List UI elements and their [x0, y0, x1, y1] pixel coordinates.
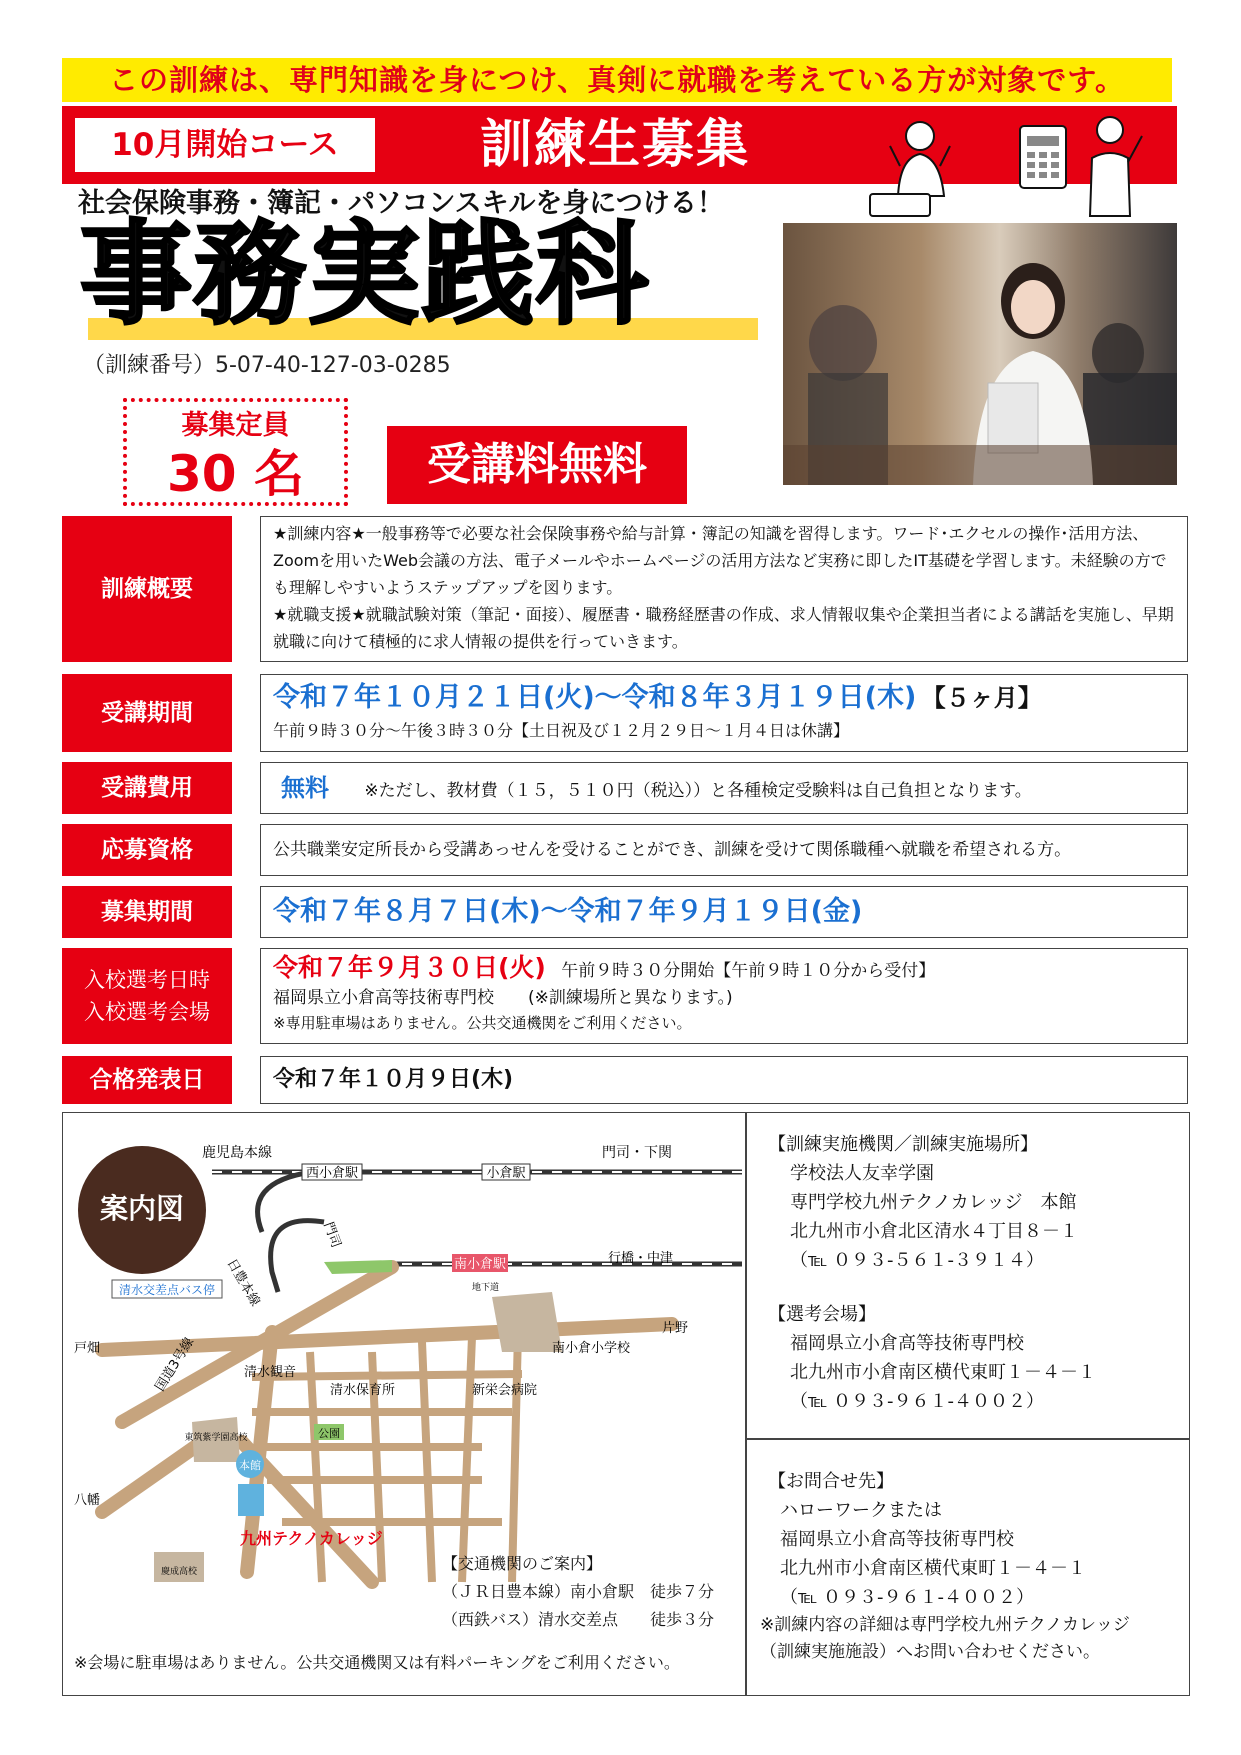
course-start-label: 10月開始コース — [75, 118, 375, 172]
contact-title: 【お問合せ先】 — [768, 1471, 894, 1492]
target-audience-banner: この訓練は、専門知識を身につけ、真剣に就職を考えている方が対象です。 — [62, 58, 1172, 102]
exam-date-label: 入校選考日時 — [84, 968, 210, 992]
period-label: 受講期間 — [62, 674, 232, 752]
map-label-nippo-line: 日豊本線 — [223, 1256, 263, 1310]
map-label-katano: 片野 — [662, 1321, 689, 1336]
period-duration: 【５ヶ月】 — [921, 684, 1042, 712]
eligibility-box — [260, 824, 1188, 876]
transport-jr: （ＪＲ日豊本線）南小倉駅 徒歩７分 — [442, 1582, 715, 1601]
fee-free-badge: 受講料無料 — [387, 426, 687, 504]
park-green-area — [324, 1260, 392, 1274]
map-label-minamikokura: 南小倉駅 — [453, 1257, 507, 1272]
map-label-moji: 門司 — [320, 1220, 344, 1250]
office-woman-photo — [783, 223, 1177, 485]
exam-venue-label: 入校選考会場 — [84, 1000, 210, 1024]
map-label-hospital: 新栄会病院 — [472, 1383, 538, 1398]
application-box — [260, 886, 1188, 938]
exam-venue-title: 【選考会場】 — [768, 1304, 876, 1325]
map-label-honkan: 本館 — [239, 1459, 261, 1472]
period-hours: 午前９時３０分～午後３時３０分【土日祝及び１２月２９日～１月４日は休講】 — [273, 721, 850, 740]
course-subtitle: 社会保険事務・簿記・パソコンスキルを身につける！ — [78, 188, 724, 219]
map-label-nursery: 清水保育所 — [330, 1383, 396, 1398]
application-label: 募集期間 — [62, 886, 232, 938]
facility-details: 学校法人友幸学園 専門学校九州テクノカレッジ 本館 北九州市小倉北区清水４丁目８－１ （℡ ０９３-５６１-３９１４） — [790, 1163, 1078, 1271]
result-date: 令和７年１０月９日(木) — [273, 1067, 514, 1092]
overview-label: 訓練概要 — [62, 516, 232, 662]
fee-note: ※ただし、教材費（１５，５１０円（税込））と各種検定受験料は自己負担となります。 — [364, 781, 1032, 801]
capacity-box — [123, 398, 348, 506]
map-label-yahata: 八幡 — [74, 1493, 101, 1508]
eligibility-text: 公共職業安定所長から受講あっせんを受けることができ、訓練を受けて関係職種へ就職を希望される方。 — [273, 840, 1072, 860]
exam-parking-note: ※専用駐車場はありません。公共交通機関をご利用ください。 — [273, 1014, 692, 1032]
overview-box — [260, 516, 1188, 662]
recruit-title: 訓練生募集 — [479, 115, 750, 175]
fee-free-text: 無料 — [281, 774, 329, 802]
transport-title: 【交通機関のご案内】 — [442, 1554, 603, 1573]
map-label-techno-college: 九州テクノカレッジ — [240, 1529, 383, 1548]
result-box — [260, 1056, 1188, 1104]
contact-note: ※訓練内容の詳細は専門学校九州テクノカレッジ （訓練実施施設）へお問い合わせください。 — [760, 1615, 1130, 1662]
fee-label: 受講費用 — [62, 762, 232, 814]
panel-divider-horizontal — [745, 1438, 1190, 1440]
training-number: （訓練番号）5-07-40-127-03-0285 — [83, 353, 451, 378]
map-label-kiyomizu-kannon: 清水観音 — [244, 1365, 297, 1380]
map-label-bus-stop: 清水交差点バス停 — [118, 1283, 216, 1297]
map-label-kokura: 小倉駅 — [486, 1166, 526, 1181]
panel-divider-vertical — [745, 1112, 747, 1696]
map-label-yukuhashi: 行橋・中津 — [608, 1251, 674, 1266]
map-label-underpass: 地下道 — [472, 1283, 500, 1293]
map-label-kagoshima-line: 鹿児島本線 — [202, 1145, 272, 1161]
exam-venue-details: 福岡県立小倉高等技術専門校 北九州市小倉南区横代東町１－４－１ （℡ ０９３-９６１-４００２） — [790, 1333, 1096, 1412]
period-dates: 令和７年１０月２１日(火)～令和８年３月１９日(木) — [273, 682, 917, 713]
period-box — [260, 674, 1188, 752]
fee-box — [260, 762, 1188, 814]
course-title: 事務実践科 — [80, 210, 650, 340]
result-label: 合格発表日 — [62, 1056, 232, 1104]
exam-venue: 福岡県立小倉高等技術専門校 (※訓練場所と異なります。) — [273, 988, 733, 1008]
capacity-value: 30 名 — [167, 445, 304, 503]
techno-college-building — [238, 1484, 264, 1516]
exam-box — [260, 948, 1188, 1044]
map-label-route3: 国道3号線 — [152, 1335, 198, 1395]
exam-time: 午前９時３０分開始【午前９時１０分から受付】 — [561, 961, 936, 981]
map-title: 案内図 — [99, 1192, 185, 1225]
eligibility-label: 応募資格 — [62, 824, 232, 876]
transport-info — [442, 1550, 714, 1634]
overview-text-support: ★就職支援★就職試験対策（筆記・面接）、履歴書・職務経歴書の作成、求人情報収集や企業担当者による講話を実施し、早期就職に向けて積極的に求人情報の提供を行っていきます。 — [273, 605, 1174, 651]
map-label-higashi-school: 東筑紫学園高校 — [184, 1433, 248, 1443]
exam-label — [62, 948, 232, 1044]
exam-date: 令和７年９月３０日(火) — [273, 953, 546, 982]
header-illustration — [860, 106, 1160, 226]
map-label-park: 公園 — [318, 1427, 340, 1440]
application-dates: 令和７年８月７日(木)～令和７年９月１９日(金) — [273, 896, 863, 927]
map-label-nishikokura: 西小倉駅 — [305, 1166, 359, 1181]
capacity-label: 募集定員 — [181, 410, 290, 441]
transport-bus: （西鉄バス）清水交差点 徒歩３分 — [442, 1610, 715, 1629]
map-label-moji-shimonoseki: 門司・下関 — [602, 1145, 672, 1161]
map-parking-note: ※会場に駐車場はありません。公共交通機関又は有料パーキングをご利用ください。 — [74, 1653, 680, 1672]
contact-details: ハローワークまたは 福岡県立小倉高等技術専門校 北九州市小倉南区横代東町１－４－１ （℡ ０９３-９６１-４００２） — [780, 1500, 1086, 1608]
map-label-keisei-school: 慶成高校 — [160, 1567, 198, 1577]
overview-text-content: ★訓練内容★一般事務等で必要な社会保険事務や給与計算・簿記の知識を習得します。ワード･エクセルの操作･活用方法、Zoomを用いたWeb会議の方法、電子メールやホームページの活用方法など実務に即したIT基礎を学習します。未経験の方でも理解しやすいようステップアップを図ります。 — [273, 524, 1167, 597]
map-label-elementary-school: 南小倉小学校 — [552, 1341, 631, 1356]
facility-title: 【訓練実施機関／訓練実施場所】 — [768, 1134, 1038, 1155]
map-label-tobata: 戸畑 — [74, 1341, 101, 1356]
